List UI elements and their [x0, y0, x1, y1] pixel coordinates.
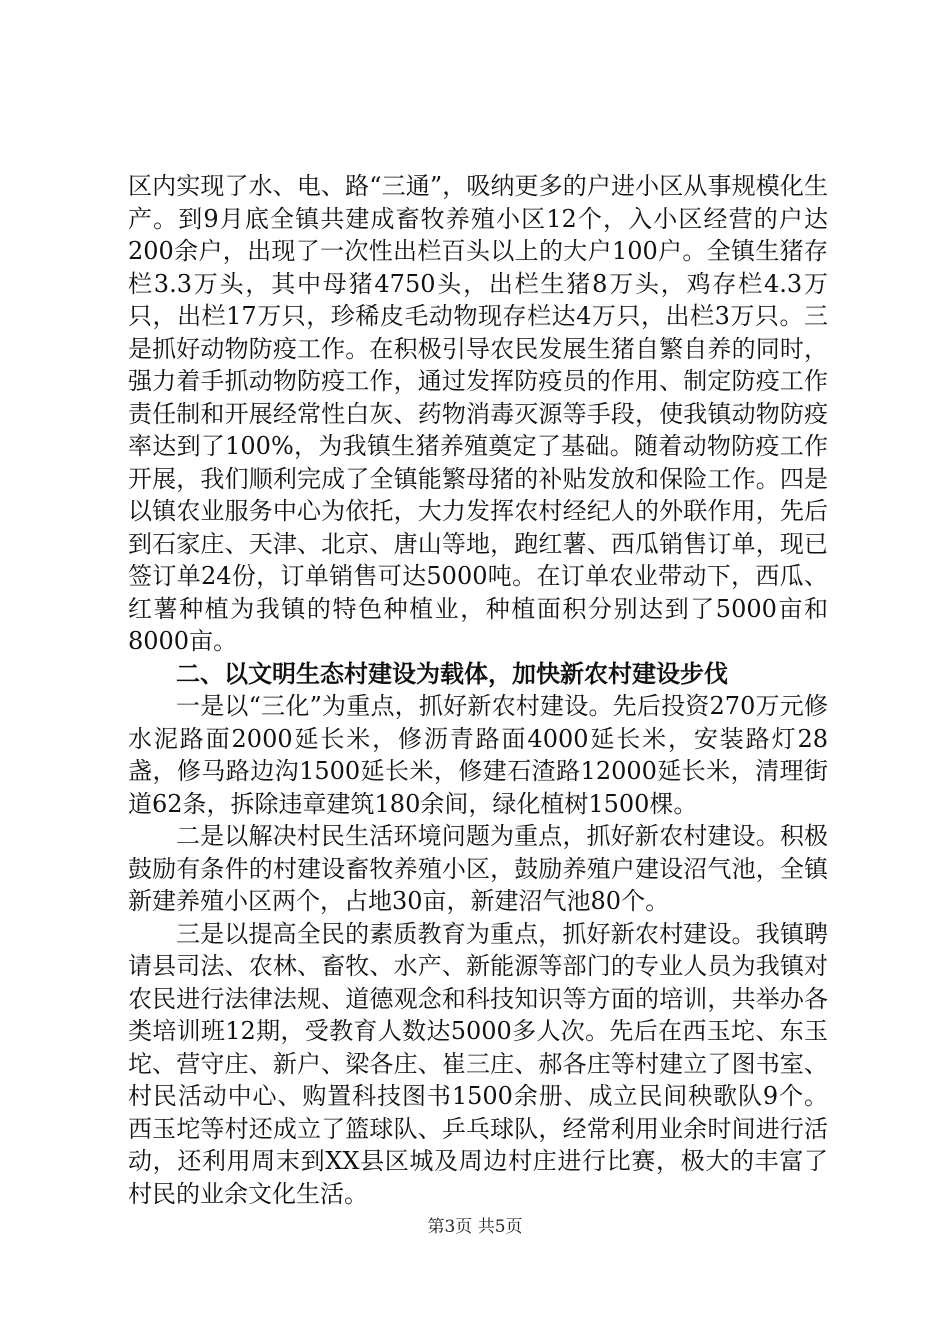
- document-body: [128, 170, 828, 1210]
- section-paragraph-3: 三是以提高全民的素质教育为重点，抓好新农村建设。我镇聘请县司法、农林、畜牧、水产、新能源等部门的专业人员为我镇对农民进行法律法规、道德观念和科技知识等方面的培训，共举办各类培训班12期，受教育人数达5000多人次。先后在西玉坨、东玉坨、营守庄、新户、梁各庄、崔三庄、郝各庄等村建立了图书室、村民活动中心、购置科技图书1500余册、成立民间秧歌队9个。西玉坨等村还成立了篮球队、乒乓球队，经常利用业余时间进行活动，还利用周末到XX县区城及周边村庄进行比赛，极大的丰富了村民的业余文化生活。: [128, 919, 828, 1208]
- section-paragraph-2: 二是以解决村民生活环境问题为重点，抓好新农村建设。积极鼓励有条件的村建设畜牧养殖小区，鼓励养殖户建设沼气池，全镇新建养殖小区两个，占地30亩，新建沼气池80个。: [128, 822, 828, 915]
- page-number-footer: 第3页 共5页: [427, 1217, 523, 1237]
- body-paragraph-continued: 区内实现了水、电、路“三通”，吸纳更多的户进小区从事规模化生产。到9月底全镇共建成畜牧养殖小区12个，入小区经营的户达200余户，出现了一次性出栏百头以上的大户100户。全镇生猪存栏3.3万头，其中母猪4750头，出栏生猪8万头，鸡存栏4.3万只，出栏17万只，珍稀皮毛动物现存栏达4万只，出栏3万只。三是抓好动物防疫工作。在积极引导农民发展生猪自繁自养的同时，强力着手抓动物防疫工作，通过发挥防疫员的作用、制定防疫工作责任制和开展经常性白灰、药物消毒灭源等手段，使我镇动物防疫率达到了100%，为我镇生猪养殖奠定了基础。随着动物防疫工作开展，我们顺利完成了全镇能繁母猪的补贴发放和保险工作。四是以镇农业服务中心为依托，大力发挥农村经纪人的外联作用，先后到石家庄、天津、北京、唐山等地，跑红薯、西瓜销售订单，现已签订单24份，订单销售可达5000吨。在订单农业带动下，西瓜、红薯种植为我镇的特色种植业，种植面积分别达到了5000亩和8000亩。: [128, 172, 828, 655]
- section-paragraph-1: 一是以“三化”为重点，抓好新农村建设。先后投资270万元修水泥路面2000延长米，修沥青路面4000延长米，安装路灯28盏，修马路边沟1500延长米，修建石渣路12000延长米，清理街道62条，拆除违章建筑180余间，绿化植树1500棵。: [128, 692, 828, 818]
- section-heading: 二、以文明生态村建设为载体，加快新农村建设步伐: [176, 659, 728, 688]
